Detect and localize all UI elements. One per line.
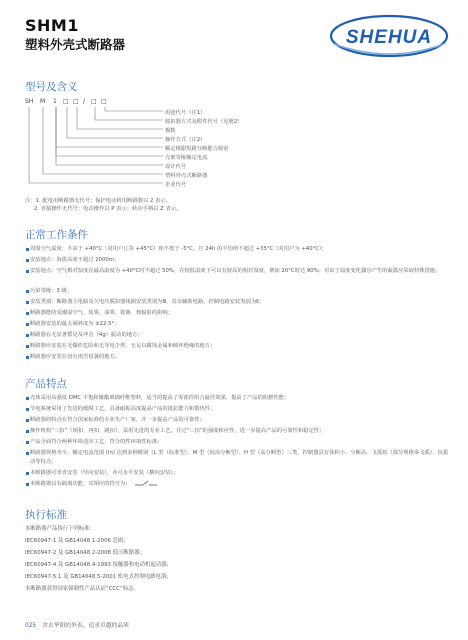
legend-item: 用途代号（注1） — [165, 110, 206, 116]
feature-item: 操作机构“三扣”（锁扣、再扣、跳扣）、采用先进的专业工艺，并过“三扣”的强度和应性，进一步提高产品的可靠性和稳定性； — [30, 427, 450, 436]
condition-item: 安装地点：空气相对湿度在最高温度为 +40°C时不超过 50%，在较低温度下可以有较高的相对湿度，例如 20°C时达 90%；对由于温度变化偶尔产生的凝露应采取特殊措施； — [30, 267, 450, 276]
condition-item: 断路器安装的最大倾斜度为 ±22.5°； — [30, 320, 450, 329]
feature-item: 节电系统采用了先进的缓脱工艺，具备耐振高度提高产品的抵抗能力和散热性； — [30, 405, 450, 414]
feature-item: 壳体采用高强度 DMC 不饱和聚酯玻璃纤维塑料，适当的提高了零部件组合最佳效果，提高了产品的阻燃性能； — [30, 394, 450, 403]
legend-item: 企业代号 — [165, 182, 187, 188]
legend-item: 操作方式（注2） — [165, 137, 206, 143]
legend-item: 极数 — [165, 128, 176, 134]
logo-graphic — [328, 14, 450, 58]
section-title-conditions: 正常工作条件 — [25, 229, 88, 241]
feature-item: 产品全面符合两种环境适应工艺，符合的性环境性标准； — [30, 438, 450, 447]
feature-item: 断路器规格齐全，额定电流范围 (In) 达到多种级别（L 型（标准型）、M 型（较高分断型）、H 型（高分断型）三类，控制器具有体积小、分断高、飞弧短（部分规格零飞弧）、抗振动等特点； — [30, 449, 450, 466]
model-note: 2. 直接操作无代号；电动操作以 P 表示；转动手柄以 Z 表示。 — [34, 206, 182, 212]
section-title-features: 产品特点 — [25, 378, 67, 390]
code-part: □ — [91, 98, 97, 105]
code-part: □ — [73, 98, 79, 105]
feature-item: 本断路器可垂直安装（竖向安装），亦可水平安装（横向安装）； — [30, 469, 450, 478]
footer-slogan: 舍去华阳的外表，追求卓越的品质 — [42, 623, 130, 629]
legend-item: 塑料外壳式断路器 — [165, 173, 208, 179]
code-part: SH — [25, 98, 34, 105]
standard-line: 本断路器产品执行下列标准： — [25, 526, 96, 532]
condition-item: 污染等级：3 级； — [30, 287, 450, 296]
standard-line: IEC60947-4 及 GB14048.4-1993 接触器和电动机起动器； — [25, 562, 172, 568]
model-note: 注：1. 配电用断路器无代号；保护电动机用断路器以 2 表示。 — [25, 198, 171, 204]
section-title-standards: 执行标准 — [25, 509, 67, 521]
legend-item: 额定极限短路分断能力级别 — [165, 146, 229, 152]
logo-text: SHEHUA — [345, 27, 433, 48]
condition-item: 安装地点：海拔高度不超过 2000m； — [30, 256, 450, 265]
standard-line: IEC60947-1 及 GB14048.1-2006 总则； — [25, 538, 129, 544]
condition-item: 断路器能防受潮湿空气、盐雾、油雾、霉菌、核辐射的影响； — [30, 309, 450, 318]
code-part: □ — [63, 98, 69, 105]
leader-lines — [25, 98, 170, 198]
legend-item: 脱扣器方式及附件代号（见册2） — [165, 119, 243, 125]
code-part: M — [40, 98, 46, 105]
code-part: □ — [101, 98, 107, 105]
model-code-diagram — [25, 98, 325, 198]
product-title: 塑料外壳式断路器 — [25, 37, 126, 52]
page-footer — [25, 620, 129, 629]
legend-item: 壳架等级额定电流 — [165, 155, 208, 161]
code-part: / — [83, 98, 86, 105]
standard-line: IEC60947-2 及 GB14048.2-2008 低压断路器； — [25, 550, 145, 556]
section-title-model: 型号及含义 — [25, 81, 78, 93]
series-title: SHM1 — [25, 16, 79, 35]
isolation-symbol-icon — [135, 480, 157, 487]
condition-item: 断路器应安装在没有雨雪侵袭的地方。 — [30, 353, 450, 362]
code-part: 1 — [53, 98, 57, 105]
standard-line: IEC60947-5.1 及 GB14048.5-2001 机电式控制电路电器； — [25, 574, 172, 580]
legend-item: 设计代号 — [165, 164, 187, 170]
condition-item: 断路器应安装在无爆炸危险和无导电尘埃、无足以腐蚀金属和破坏绝缘的地方； — [30, 342, 450, 351]
standard-line: 本断路器获得国家强制性产品认证“CCC”标志。 — [25, 586, 140, 592]
feature-item: 本断路器具有隔离功能，其相应的符号为： — [30, 480, 450, 489]
page-number: 025 — [25, 623, 37, 629]
shehua-logo — [328, 14, 450, 58]
condition-item: 周围空气温度：不高于 +40°C（对用户订货 +45°C）和不低于 -5°C，且 24h 的平均值不超过 +35°C（对用户为 +40°C）； — [30, 245, 450, 254]
condition-item: 安装类别：断路器主电路及欠电压脱扣器线圈安装类别为Ⅲ，其余辅助电路、控制电路安装类别为Ⅱ； — [30, 298, 450, 307]
condition-item: 断路器在无显著摇晃及冲击（4g）振动的地方； — [30, 331, 450, 340]
feature-item: 断路器的特点在符合国家标准的专业生产厂家，并一步提高产品的可靠性； — [30, 416, 450, 425]
